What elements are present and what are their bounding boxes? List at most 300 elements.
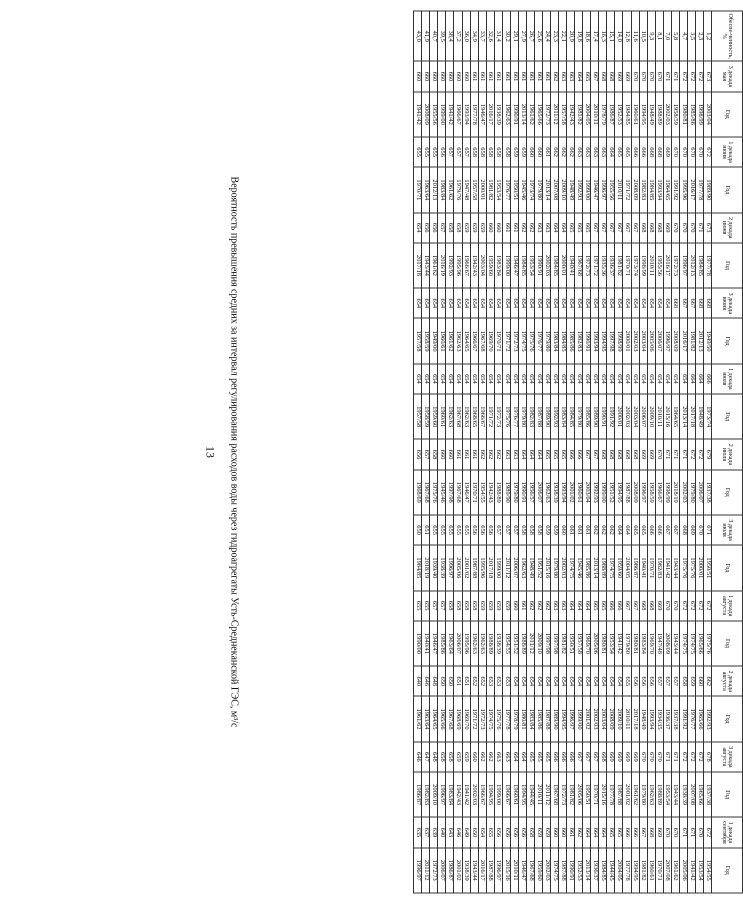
table-cell: 671 <box>663 61 671 91</box>
table-cell: 664 <box>623 515 631 545</box>
table-cell: 1989/90 <box>551 696 559 741</box>
table-cell: 635 <box>414 817 422 847</box>
table-cell: 1987/88 <box>543 696 551 741</box>
table-cell: 672 <box>703 817 711 847</box>
table-cell: 657 <box>422 439 430 469</box>
table-cell: 657 <box>502 515 510 545</box>
table-cell: 669 <box>615 742 623 772</box>
table-cell: 650 <box>446 666 454 696</box>
table-cell: 1940/41 <box>567 243 575 288</box>
table-cell: 666 <box>639 137 647 167</box>
table-cell: 2005/06 <box>575 772 583 817</box>
table-cell: 671 <box>671 439 679 469</box>
table-cell: 2011/12 <box>502 545 510 590</box>
table-cell: 1962/63 <box>518 545 526 590</box>
table-cell: 2016/17 <box>679 318 687 363</box>
table-cell: 1948/49 <box>647 92 655 137</box>
table-cell: 1962/63 <box>543 470 551 515</box>
table-cell: 1970/71 <box>647 545 655 590</box>
table-cell: 670 <box>639 742 647 772</box>
table-cell: 663 <box>543 213 551 243</box>
table-cell: 663 <box>502 439 510 469</box>
table-cell: 1947/48 <box>655 621 663 666</box>
table-cell: 2012/13 <box>695 318 703 363</box>
table-cell: 1991/92 <box>679 696 687 741</box>
table-cell: 657 <box>430 591 438 621</box>
table-cell: 654 <box>526 288 534 318</box>
table-cell: 672 <box>695 439 703 469</box>
table-cell: 2017/18 <box>486 545 494 590</box>
table-cell: 1982/83 <box>639 167 647 212</box>
table-cell: 1957/58 <box>559 92 567 137</box>
table-cell: 1988/89 <box>655 772 663 817</box>
table-cell: 1994/95 <box>615 470 623 515</box>
table-cell: 664 <box>567 591 575 621</box>
table-cell: 2013/14 <box>518 92 526 137</box>
table-cell: 670 <box>655 742 663 772</box>
table-cell: 671 <box>695 213 703 243</box>
table-cell: 1983/84 <box>551 318 559 363</box>
table-cell: 670 <box>679 137 687 167</box>
table-cell: 654 <box>583 666 591 696</box>
table-cell: 656 <box>478 515 486 545</box>
table-cell: 670 <box>679 213 687 243</box>
table-cell: 2011/12 <box>543 772 551 817</box>
column-header: Год <box>712 167 743 212</box>
table-cell: 656 <box>486 515 494 545</box>
table-cell: 665 <box>575 213 583 243</box>
table-cell: 1976/77 <box>687 696 695 741</box>
table-cell: 667 <box>639 817 647 847</box>
table-cell: 1996/97 <box>663 318 671 363</box>
table-cell: 1946/47 <box>510 243 518 288</box>
table-cell: 1953/54 <box>663 772 671 817</box>
table-cell: 667 <box>599 213 607 243</box>
column-header: Год <box>712 772 743 817</box>
table-cell: 1984/85 <box>559 318 567 363</box>
table-cell: 670 <box>639 61 647 91</box>
table-cell: 1997/98 <box>543 621 551 666</box>
table-cell: 1996/97 <box>639 470 647 515</box>
table-cell: 660 <box>534 137 542 167</box>
column-header: 3 декада июля <box>712 515 743 545</box>
table-cell: 658 <box>470 137 478 167</box>
table-cell: 1994/95 <box>631 848 639 893</box>
table-cell: 1950/51 <box>567 621 575 666</box>
table-cell: 660 <box>462 61 470 91</box>
table-cell: 1980/81 <box>599 621 607 666</box>
table-cell: 654 <box>559 666 567 696</box>
table-row <box>639 11 647 893</box>
table-cell: 1944/45 <box>526 772 534 817</box>
table-cell: 2015/16 <box>599 772 607 817</box>
table-cell: 1969/70 <box>486 318 494 363</box>
table-cell: 1987/88 <box>470 545 478 590</box>
table-cell: 646 <box>454 817 462 847</box>
table-cell: 1997/98 <box>607 318 615 363</box>
table-cell: 671 <box>663 439 671 469</box>
table-cell: 668 <box>655 137 663 167</box>
table-cell: 2013/14 <box>591 545 599 590</box>
table-cell: 654 <box>534 666 542 696</box>
table-cell: 654 <box>422 364 430 394</box>
table-cell: 1,2 <box>703 11 711 61</box>
table-cell: 656 <box>647 666 655 696</box>
table-cell: 658 <box>486 137 494 167</box>
table-cell: 659 <box>687 666 695 696</box>
table-cell: 663 <box>583 137 591 167</box>
table-cell: 668 <box>599 439 607 469</box>
table-cell: 657 <box>663 666 671 696</box>
table-cell: 654 <box>551 288 559 318</box>
table-row <box>510 11 518 893</box>
table-cell: 1996/97 <box>679 243 687 288</box>
table-row <box>687 11 695 893</box>
table-cell: 662 <box>567 137 575 167</box>
table-cell: 2010/11 <box>510 848 518 893</box>
table-cell: 2017/18 <box>631 696 639 741</box>
table-cell: 1950/51 <box>510 167 518 212</box>
table-cell: 1962/63 <box>502 92 510 137</box>
table-cell: 665 <box>583 213 591 243</box>
table-cell: 1973/74 <box>703 394 711 439</box>
table-cell: 659 <box>543 515 551 545</box>
table-cell: 666 <box>631 137 639 167</box>
table-cell: 1983/84 <box>526 696 534 741</box>
table-cell: 1961/62 <box>414 696 422 741</box>
table-cell: 661 <box>518 591 526 621</box>
table-cell: 672 <box>695 591 703 621</box>
table-cell: 2007/08 <box>663 848 671 893</box>
table-cell: 2005/06 <box>591 621 599 666</box>
table-cell: 2011/12 <box>526 621 534 666</box>
table-cell: 1970/71 <box>623 243 631 288</box>
table-cell: 1967/68 <box>526 848 534 893</box>
table-cell: 670 <box>663 591 671 621</box>
table-cell: 664 <box>695 364 703 394</box>
table-cell: 2016/17 <box>478 848 486 893</box>
table-cell: 1938/39 <box>462 848 470 893</box>
table-cell: 1982/83 <box>575 318 583 363</box>
table-cell: 1975/76 <box>430 470 438 515</box>
table-cell: 661 <box>567 515 575 545</box>
table-cell: 672 <box>687 742 695 772</box>
table-cell: 12,8 <box>623 11 631 61</box>
table-cell: 5,8 <box>671 11 679 61</box>
table-cell: 1975/76 <box>679 545 687 590</box>
table-cell: 1966/67 <box>502 772 510 817</box>
column-header: 1 декада сентября <box>712 817 743 847</box>
table-cell: 1958/59 <box>422 318 430 363</box>
table-cell: 17,4 <box>591 11 599 61</box>
table-cell: 654 <box>591 666 599 696</box>
table-cell: 658 <box>494 137 502 167</box>
table-cell: 1960/61 <box>510 772 518 817</box>
table-cell: 1966/67 <box>454 92 462 137</box>
table-cell: 1993/94 <box>591 318 599 363</box>
table-cell: 1971/72 <box>623 167 631 212</box>
table-cell: 2001/02 <box>462 545 470 590</box>
table-cell: 1942/43 <box>567 92 575 137</box>
table-cell: 1984/85 <box>623 92 631 137</box>
table-cell: 2000/01 <box>615 394 623 439</box>
table-cell: 2006/07 <box>454 621 462 666</box>
table-cell: 660 <box>486 213 494 243</box>
column-header: Год <box>712 243 743 288</box>
table-cell: 1992/93 <box>446 243 454 288</box>
table-cell: 1982/83 <box>655 545 663 590</box>
table-cell: 1984/85 <box>518 243 526 288</box>
table-cell: 1977/78 <box>623 848 631 893</box>
table-cell: 1967/68 <box>454 394 462 439</box>
table-cell: 657 <box>438 591 446 621</box>
table-cell: 669 <box>655 591 663 621</box>
table-cell: 1954/55 <box>703 848 711 893</box>
table-cell: 1966/67 <box>655 470 663 515</box>
table-cell: 1965/66 <box>695 772 703 817</box>
table-cell: 654 <box>591 288 599 318</box>
table-cell: 656 <box>414 439 422 469</box>
table-cell: 1986/87 <box>446 848 454 893</box>
table-cell: 1975/76 <box>526 318 534 363</box>
table-cell: 1941/42 <box>687 848 695 893</box>
table-cell: 1939/40 <box>430 545 438 590</box>
table-cell: 670 <box>655 439 663 469</box>
table-cell: 667 <box>671 515 679 545</box>
table-cell: 1979/80 <box>510 470 518 515</box>
table-cell: 1986/87 <box>631 545 639 590</box>
table-cell: 655 <box>414 591 422 621</box>
table-cell: 2001/02 <box>567 470 575 515</box>
table-cell: 19,8 <box>575 11 583 61</box>
table-cell: 2000/01 <box>695 545 703 590</box>
table-cell: 2003/04 <box>478 243 486 288</box>
table-cell: 654 <box>575 288 583 318</box>
table-cell: 1971/72 <box>486 394 494 439</box>
table-cell: 1945/46 <box>518 167 526 212</box>
table-cell: 2008/09 <box>422 92 430 137</box>
table-cell: 661 <box>470 439 478 469</box>
table-cell: 1966/67 <box>478 394 486 439</box>
table-cell: 654 <box>671 364 679 394</box>
table-cell: 1943/44 <box>671 772 679 817</box>
table-cell: 662 <box>478 439 486 469</box>
table-cell: 661 <box>502 61 510 91</box>
table-cell: 648 <box>430 742 438 772</box>
table-cell: 648 <box>430 666 438 696</box>
table-cell: 1987/88 <box>486 848 494 893</box>
table-cell: 1941/42 <box>414 92 422 137</box>
table-cell: 20,9 <box>567 11 575 61</box>
table-cell: 665 <box>631 515 639 545</box>
table-cell: 1959/60 <box>486 243 494 288</box>
table-cell: 654 <box>430 288 438 318</box>
table-cell: 1981/82 <box>567 772 575 817</box>
table-row <box>534 11 542 893</box>
table-cell: 1994/95 <box>599 318 607 363</box>
table-cell: 1996/97 <box>567 696 575 741</box>
table-cell: 658 <box>534 515 542 545</box>
table-cell: 1942/43 <box>454 772 462 817</box>
table-cell: 1977/78 <box>695 167 703 212</box>
table-cell: 2007/08 <box>551 167 559 212</box>
table-cell: 2015/16 <box>663 394 671 439</box>
table-cell: 658 <box>478 137 486 167</box>
table-cell: 661 <box>494 61 502 91</box>
table-cell: 654 <box>631 364 639 394</box>
table-cell: 2006/07 <box>438 848 446 893</box>
page-number: 13 <box>203 446 218 458</box>
table-cell: 2004/05 <box>623 545 631 590</box>
table-cell: 670 <box>695 817 703 847</box>
table-cell: 654 <box>470 364 478 394</box>
table-cell: 661 <box>510 213 518 243</box>
table-cell: 654 <box>534 288 542 318</box>
table-cell: 1999/00 <box>502 243 510 288</box>
table-cell: 654 <box>526 364 534 394</box>
column-header: Обеспе-ченность, % <box>712 11 743 61</box>
table-cell: 1968/65 <box>470 394 478 439</box>
table-cell: 654 <box>591 364 599 394</box>
table-cell: 1948/49 <box>526 545 534 590</box>
table-cell: 655 <box>462 515 470 545</box>
table-cell: 664 <box>526 439 534 469</box>
table-row <box>446 11 454 893</box>
table-cell: 1941/42 <box>446 92 454 137</box>
table-row <box>623 11 631 893</box>
table-cell: 661 <box>567 817 575 847</box>
table-cell: 16,3 <box>599 11 607 61</box>
column-header: Год <box>712 696 743 741</box>
table-cell: 1959/60 <box>534 848 542 893</box>
table-cell: 666 <box>655 515 663 545</box>
table-cell: 656 <box>518 817 526 847</box>
table-cell: 2005/06 <box>647 318 655 363</box>
table-cell: 1970/71 <box>494 318 502 363</box>
table-cell: 2012/13 <box>430 167 438 212</box>
table-cell: 1969/70 <box>647 621 655 666</box>
table-cell: 1959/60 <box>615 545 623 590</box>
table-cell: 1977/78 <box>502 696 510 741</box>
column-header: 1 декада августа <box>712 591 743 621</box>
table-cell: 2002/03 <box>543 848 551 893</box>
table-cell: 2017/18 <box>414 243 422 288</box>
table-cell: 654 <box>414 364 422 394</box>
table-cell: 654 <box>478 364 486 394</box>
table-cell: 29,1 <box>510 11 518 61</box>
table-cell: 1984/85 <box>414 545 422 590</box>
table-cell: 2002/03 <box>591 696 599 741</box>
table-cell: 662 <box>486 742 494 772</box>
table-cell: 1963/64 <box>422 696 430 741</box>
table-cell: 1999/00 <box>438 92 446 137</box>
table-cell: 1999/00 <box>599 470 607 515</box>
table-cell: 659 <box>486 591 494 621</box>
table-cell: 1977/78 <box>607 772 615 817</box>
table-cell: 1983/84 <box>494 243 502 288</box>
table-cell: 2009/10 <box>430 772 438 817</box>
table-cell: 1993/94 <box>655 167 663 212</box>
table-cell: 670 <box>671 137 679 167</box>
table-row <box>655 11 663 893</box>
table-cell: 1983/84 <box>438 167 446 212</box>
table-cell: 660 <box>414 61 422 91</box>
table-cell: 1951/52 <box>510 621 518 666</box>
table-cell: 1988/89 <box>518 621 526 666</box>
table-cell: 2002/03 <box>543 243 551 288</box>
table-cell: 1972/73 <box>543 92 551 137</box>
table-cell: 1964/65 <box>671 394 679 439</box>
table-cell: 1991/92 <box>671 167 679 212</box>
table-cell: 668 <box>607 439 615 469</box>
table-cell: 657 <box>655 666 663 696</box>
table-cell: 661 <box>502 213 510 243</box>
table-cell: 2015/16 <box>502 848 510 893</box>
table-cell: 665 <box>551 439 559 469</box>
column-header: Год <box>712 621 743 666</box>
table-cell: 654 <box>575 666 583 696</box>
table-cell: 668 <box>647 591 655 621</box>
table-cell: 654 <box>502 364 510 394</box>
table-cell: 1962/63 <box>470 621 478 666</box>
table-cell: 659 <box>518 137 526 167</box>
table-cell: 1970/71 <box>414 167 422 212</box>
table-cell: 665 <box>599 591 607 621</box>
table-cell: 654 <box>655 364 663 394</box>
table-cell: 1952/53 <box>575 848 583 893</box>
table-cell: 1938/39 <box>438 545 446 590</box>
table-cell: 2002/03 <box>631 318 639 363</box>
table-cell: 662 <box>478 742 486 772</box>
table-cell: 669 <box>647 439 655 469</box>
table-cell: 668 <box>647 817 655 847</box>
table-cell: 1972/73 <box>671 243 679 288</box>
table-cell: 1967/68 <box>551 772 559 817</box>
table-cell: 1965/66 <box>695 696 703 741</box>
table-cell: 1968/69 <box>414 470 422 515</box>
table-cell: 654 <box>478 288 486 318</box>
table-row <box>615 11 623 893</box>
table-cell: 654 <box>518 364 526 394</box>
table-cell: 1983/84 <box>446 772 454 817</box>
table-cell: 1979/80 <box>543 318 551 363</box>
table-cell: 661 <box>543 61 551 91</box>
table-cell: 1954/55 <box>502 621 510 666</box>
table-cell: 2006/07 <box>510 545 518 590</box>
table-cell: 1976/77 <box>534 318 542 363</box>
table-cell: 2010/11 <box>534 772 542 817</box>
table-cell: 1979/80 <box>551 545 559 590</box>
table-cell: 1948/49 <box>639 696 647 741</box>
table-cell: 1986/87 <box>607 92 615 137</box>
table-cell: 662 <box>518 213 526 243</box>
table-cell: 1946/47 <box>430 621 438 666</box>
table-cell: 662 <box>559 137 567 167</box>
table-cell: 662 <box>526 591 534 621</box>
table-cell: 1987/88 <box>623 470 631 515</box>
table-cell: 667 <box>607 213 615 243</box>
table-cell: 640 <box>414 666 422 696</box>
table-cell: 668 <box>639 213 647 243</box>
table-cell: 1946/47 <box>462 470 470 515</box>
table-cell: 2011/12 <box>551 92 559 137</box>
table-cell: 2001/02 <box>623 772 631 817</box>
table-cell: 1987/88 <box>615 772 623 817</box>
table-cell: 651 <box>422 515 430 545</box>
table-cell: 1993/94 <box>462 92 470 137</box>
table-cell: 667 <box>687 288 695 318</box>
table-cell: 1991/92 <box>607 394 615 439</box>
